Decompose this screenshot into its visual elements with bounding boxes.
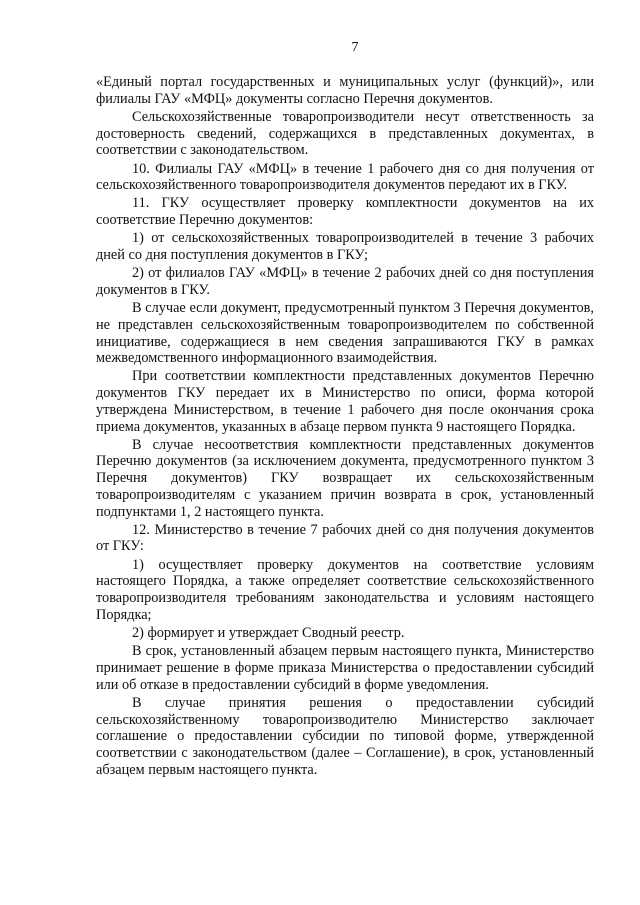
paragraph-7: При соответствии комплектности представленных документов Перечню документов ГКУ передает их в Министерство по описи, форма которой утверждена Министерством, в течение 1 рабочего дня после окончания срока приема документов, указанных в абзаце первом пункта 9 настоящего Порядка. — [96, 368, 594, 435]
paragraph-11: 2) формирует и утверждает Сводный реестр. — [132, 625, 405, 641]
paragraph-10: 1) осуществляет проверку документов на соответствие условиям настоящего Порядка, а также определяет соответствие сельскохозяйственного товаропроизводителя требованиям законодательства и условиям настоящего Порядка; — [96, 556, 594, 623]
paragraph-2: 10. Филиалы ГАУ «МФЦ» в течение 1 рабочего дня со дня получения от сельскохозяйственного товаропроизводителя документов передают их в ГКУ. — [96, 160, 594, 194]
page-number: 7 — [351, 40, 359, 55]
paragraph-0: «Единый портал государственных и муниципальных услуг (функций)», или филиалы ГАУ «МФЦ» документы согласно Перечня документов. — [96, 74, 594, 107]
paragraph-9: 12. Министерство в течение 7 рабочих дней со дня получения документов от ГКУ: — [96, 521, 594, 555]
paragraph-12: В срок, установленный абзацем первым настоящего пункта, Министерство принимает решение в форме приказа Министерства о предоставлении субсидий или об отказе в предоставлении субсидий в форме уведомления. — [96, 643, 594, 693]
document-body — [96, 74, 594, 778]
paragraph-4: 1) от сельскохозяйственных товаропроизводителей в течение 3 рабочих дней со дня поступления документов в ГКУ; — [96, 230, 594, 264]
paragraph-5: 2) от филиалов ГАУ «МФЦ» в течение 2 рабочих дней со дня поступления документов в ГКУ. — [96, 265, 594, 298]
paragraph-1: Сельскохозяйственные товаропроизводители несут ответственность за достоверность сведений, содержащихся в представленных документах, в соответствии с законодательством. — [96, 108, 594, 159]
paragraph-13: В случае принятия решения о предоставлении субсидий сельскохозяйственному товаропроизводителю Министерство заключает соглашение о предоставлении субсидии по типовой форме, утвержденной соответствии с законодательством (далее – Соглашение), в срок, установленный абзацем первым настоящего пункта. — [96, 694, 594, 778]
paragraph-6: В случае если документ, предусмотренный пунктом 3 Перечня документов, не представлен сельскохозяйственным товаропроизводителем по собственной инициативе, содержащиеся в нем сведения запрашиваются ГКУ в рамках межведомственного информационного взаимодействия. — [96, 300, 594, 367]
paragraph-8: В случае несоответствия комплектности представленных документов Перечню документов (за исключением документа, предусмотренного пунктом 3 Перечня документов) ГКУ возвращает их сельскохозяйственным товаропроизводителям с указанием причин возврата в срок, установленный подпунктами 1, 2 настоящего пункта. — [96, 436, 594, 520]
paragraph-3: 11. ГКУ осуществляет проверку комплектности документов на их соответствие Перечню документов: — [96, 195, 594, 229]
